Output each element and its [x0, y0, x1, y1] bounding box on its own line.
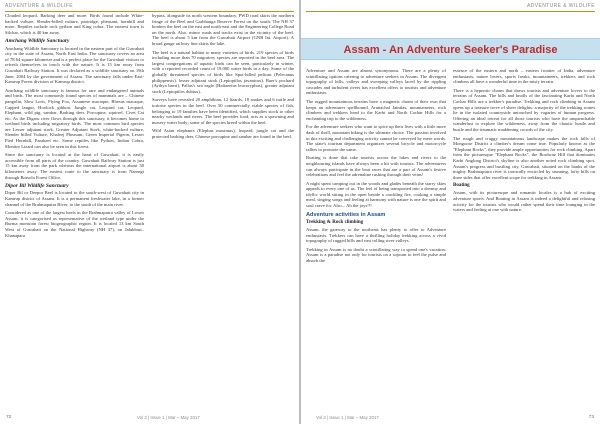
paragraph: The beel is a natural habitat to many varieties of birds. 219 species of birds including more than 70 migratory species are reported in the beel area. The largest congregations of aquatic birds can be seen, particularly in winter, with a reported recorded count of 19,000 water birds in a day. Some of the globally threatened species of birds like Spot-billed pelican (Pelecanus philippensis), lesser adjutant stork (Leptoptilos javanicus), Baer's pochard (Aythya baeri), Pallas's sea eagle (Haliaeetus leucoryphus), greater adjutant stork (Leptoptilos dubius).: [152, 49, 294, 94]
subsection-heading: Boating: [453, 183, 470, 189]
paragraph: Considered as one of the largest beels in the Brahmaputra valley of Lower Assam, it is categorised as representative of the wetland type under the Burma monsoon forest biogeographic region. It is located 13 km South West of Guwahati on the National Highway (NH 37), on Jalukbari–Khanapara: [5, 210, 144, 238]
page-number: 72: [6, 415, 12, 420]
paragraph: Adventure and Assam are almost synonymous. There are a plenty of scintillating options catering to adventure seekers in Assam. The divergent topography of hills, valleys and sweeping valleys laced by the rippling cascades and turbulent rivers has excellent offers to tourists and adventure enthusiasts.: [306, 68, 446, 96]
paragraph: Since the sanctuary is located at the heart of Guwahati, it is easily accessible from all parts of the country. Guwahati Railway Station is just 15 km away from the park whereas the international airport is about 30 kilometers away. The easiest route to the sanctuary is from Narengi through Borsola Forest Office.: [5, 152, 144, 180]
title-band: [301, 38, 600, 60]
subsection-heading: Trekking & Rock climbing: [306, 219, 364, 225]
paragraph: Wild Asian elephants (Elephas maximus), leopard, jungle cat and the protected barking deer, Chinese porcupine and sambar are found in the beel.: [152, 128, 294, 139]
right-page: [301, 0, 600, 424]
header-rule: [5, 11, 294, 12]
text-column-2: [152, 13, 294, 411]
section-heading: Amchang Wildlife Sanctuary: [5, 38, 70, 45]
paragraph: Assam, the gateway to the northeast has plenty to offer to Adventure enthusiasts. Trekkers can have a thrilling holiday trekking across a vivid topography of rugged hills and vast rolling river valleys.: [306, 227, 446, 244]
paragraph: Dipor Bil or Deepor Beel is located to the south-west of Guwahati city in Kamrup district of Assam. It is a permanent freshwater lake, in a former channel of the Brahmaputra River, to the south of the main river.: [5, 190, 144, 207]
paragraph: essence of the eastern and north – eastern frontier of India, adventure enthusiasts, nature lovers, sports freaks, mountaineers, trekkers and rock climbers all have a wonderful time in the misty terrain.: [453, 68, 595, 85]
text-column-1: [306, 68, 446, 411]
text-column-2: [453, 68, 595, 411]
paragraph: Amchang Wildlife Sanctuary is located in the eastern part of the Guwahati city in the state of Assam, North East India. The sanctuary covers an area of 78.64 square kilometre and is a perfect place for the Guwahati visitors to refresh themselves in touch with the nature. It is 15 km away from Guwahati Railway Station. It was declared as a wildlife sanctuary on 19th June, 2004 by the government of Assam. The sanctuary falls under East-Kamrup Forest division of Kamrup district.: [5, 45, 144, 85]
page-number: 73: [588, 415, 594, 420]
section-heading: Dipor Bil Wildlife Sanctuary: [5, 183, 69, 190]
header-rule: [306, 11, 595, 12]
paragraph: bypass, alongside its north western boundary. PWD road skirts the northern fringe of the Beel and Garbhanga Reserve Forest on the south. The NH 37 borders the beel on the east and north-east and the Engineering College Road on the north. Also, minor roads and tracks exist in the vicinity of the beel. The beel is about 5 km from the Guwahati Airport (GNB Int. Airport). A broad gauge railway line skirts the lake.: [152, 13, 294, 46]
paragraph: Surveys have revealed 20 amphibian, 12 lizards, 18 snakes and 6 turtle and tortoise species in the beel. Over 50 commercially viable species of fish, belonging to 19 families have been identified, which supplies stock to other nearby wetlands and rivers. The beel provides food, acts as a spawning and nursery water body; some of the species breed within the beel.: [152, 97, 294, 125]
paragraph: For the adventure seekers who want to spice up their lives with a little more dash of thrill, mountain biking is the ultimate choice. The passion involved in this exciting and challenging activity cannot be conveyed by mere words. The state's tourism department organizes several bicycle and motorcycle rallies to promote the same.: [306, 124, 446, 152]
paragraph: There is a hypnotic charm that draws tourists and adventure lovers to the terrains of Assam. The hills and knolls of the fascinating Karbi and North Cachar Hills are a trekker's paradise. Trekking and rock climbing in Assam opens up a treasure trove of sheer delights: a majority of the trekking routes lie in the isolated countryside untouched by vagaries of human progress. Offering an ideal retreat for all those tourists who have the unquenchable wanderlust to explore the wilderness, away from the chaotic hustle and bustle and the traumatic maddening crowds of the city.: [453, 87, 595, 132]
issue-footer: Vol 2 | Issue 1 | Mar – May 2017: [137, 415, 200, 420]
article-title: Assam - An Adventure Seeker's Paradise: [343, 44, 558, 56]
paragraph: A night spent camping out in the woods and glades beneath the starry skies appeals to every one of us. The feel of being transported into a dreamy and idyllic world sitting in the open beside a crackling fire, cooking a simple meal, singing songs and feeling at harmony with nature is one the spirit and soul crave for. Also... Ah the joys!!!: [306, 180, 446, 209]
left-page: [0, 0, 299, 424]
paragraph: The rough and craggy mountainous landscape makes the rock hills of Mongoose District a climber's dream come true. Popularly known as the "Elephant Rocks", they provide ample opportunities for rock climbing. Apart from the picturesque "Elephant Rocks", the Bordwaz Hill that dominates Karbi Anglong District's skyline is also another noted rock climbing spot. Assam's progress and bustling city, Guwahati, situated on the banks of the mighty Brahmaputra river is ironically encircled by stunning, lofty hills on three sides that offer excellent scope for trekking in Assam.: [453, 135, 595, 180]
paragraph: Trekking in Assam is no doubt a scintillating way to spend one's vacation. Assam is a paradise not only for tourists on a sojourn to feel the pulse and absorb the: [306, 246, 446, 264]
issue-footer: Vol 2 | Issue 1 | Mar – May 2017: [316, 415, 379, 420]
section-heading: Adventure activities in Assam: [306, 211, 386, 218]
running-head: ADVENTURE & WILDLIFE: [526, 3, 595, 9]
running-head: ADVENTURE & WILDLIFE: [5, 3, 74, 9]
paragraph: Assam, with its picturesque and romantic locales is a hub of exciting adventure sports. And Boating in Assam is indeed a delightful and relaxing activity for the tourists who would rather spend their time lounging in the waters and feeling at one with nature.: [453, 190, 595, 213]
paragraph: The rugged mountainous terrains have a magnetic charm of their own that keeps an adventurer spellbound. Arunachal Jaintias, mountaineers, rock climbers and trekkers head to the Karbi and North Cachar Hills for a enchanting trip to the wilderness.: [306, 98, 446, 121]
paragraph: Amchang wildlife sanctuary is famous for rare and endangered animals and birds. The most commonly found species of mammals are – Chinese pangolin, Slow Loris, Flying Fox, Assamese macaque, Rhesus macaque, Capped langur, Hoolock gibbon, Jungle cat, Leopard cat, Leopard, Elephant, wild pig, sambar, Barking deer, Porcupine, squirrel, Civet Cat etc. As the Digaru river flows through this sanctuary, it becomes home to wetland birds including migratory birds. The most common bird species are Lesser adjutant stork, Greater Adjutant Stork, white-backed vulture, Slender billed Vulture, Khaleej Pheasant, Green Imperial Pigeon, Lesser Pied Hornbill, Parakeet etc. Some reptiles like Python, Indian Cobra, Monitor Lizard can also be seen in this forest.: [5, 87, 144, 149]
paragraph: Clouded leopard, Barking deer and more. Birds found include White-backed vulture, Slender-billed vulture, partridge, pheasant, hornbill and more. Reptiles include rock python and King cobra. The nearest town is Silchar, which is 40 km away.: [5, 13, 144, 35]
text-column-1: [5, 13, 144, 411]
paragraph: Boating is done that take tourists across the lakes and rivers to the neighbouring islands have always been a hit with tourists. The adventurers can always participate in the boat races that are a part of Assam's festive celebrations and feel the adrenaline rushing through their veins!: [306, 155, 446, 178]
